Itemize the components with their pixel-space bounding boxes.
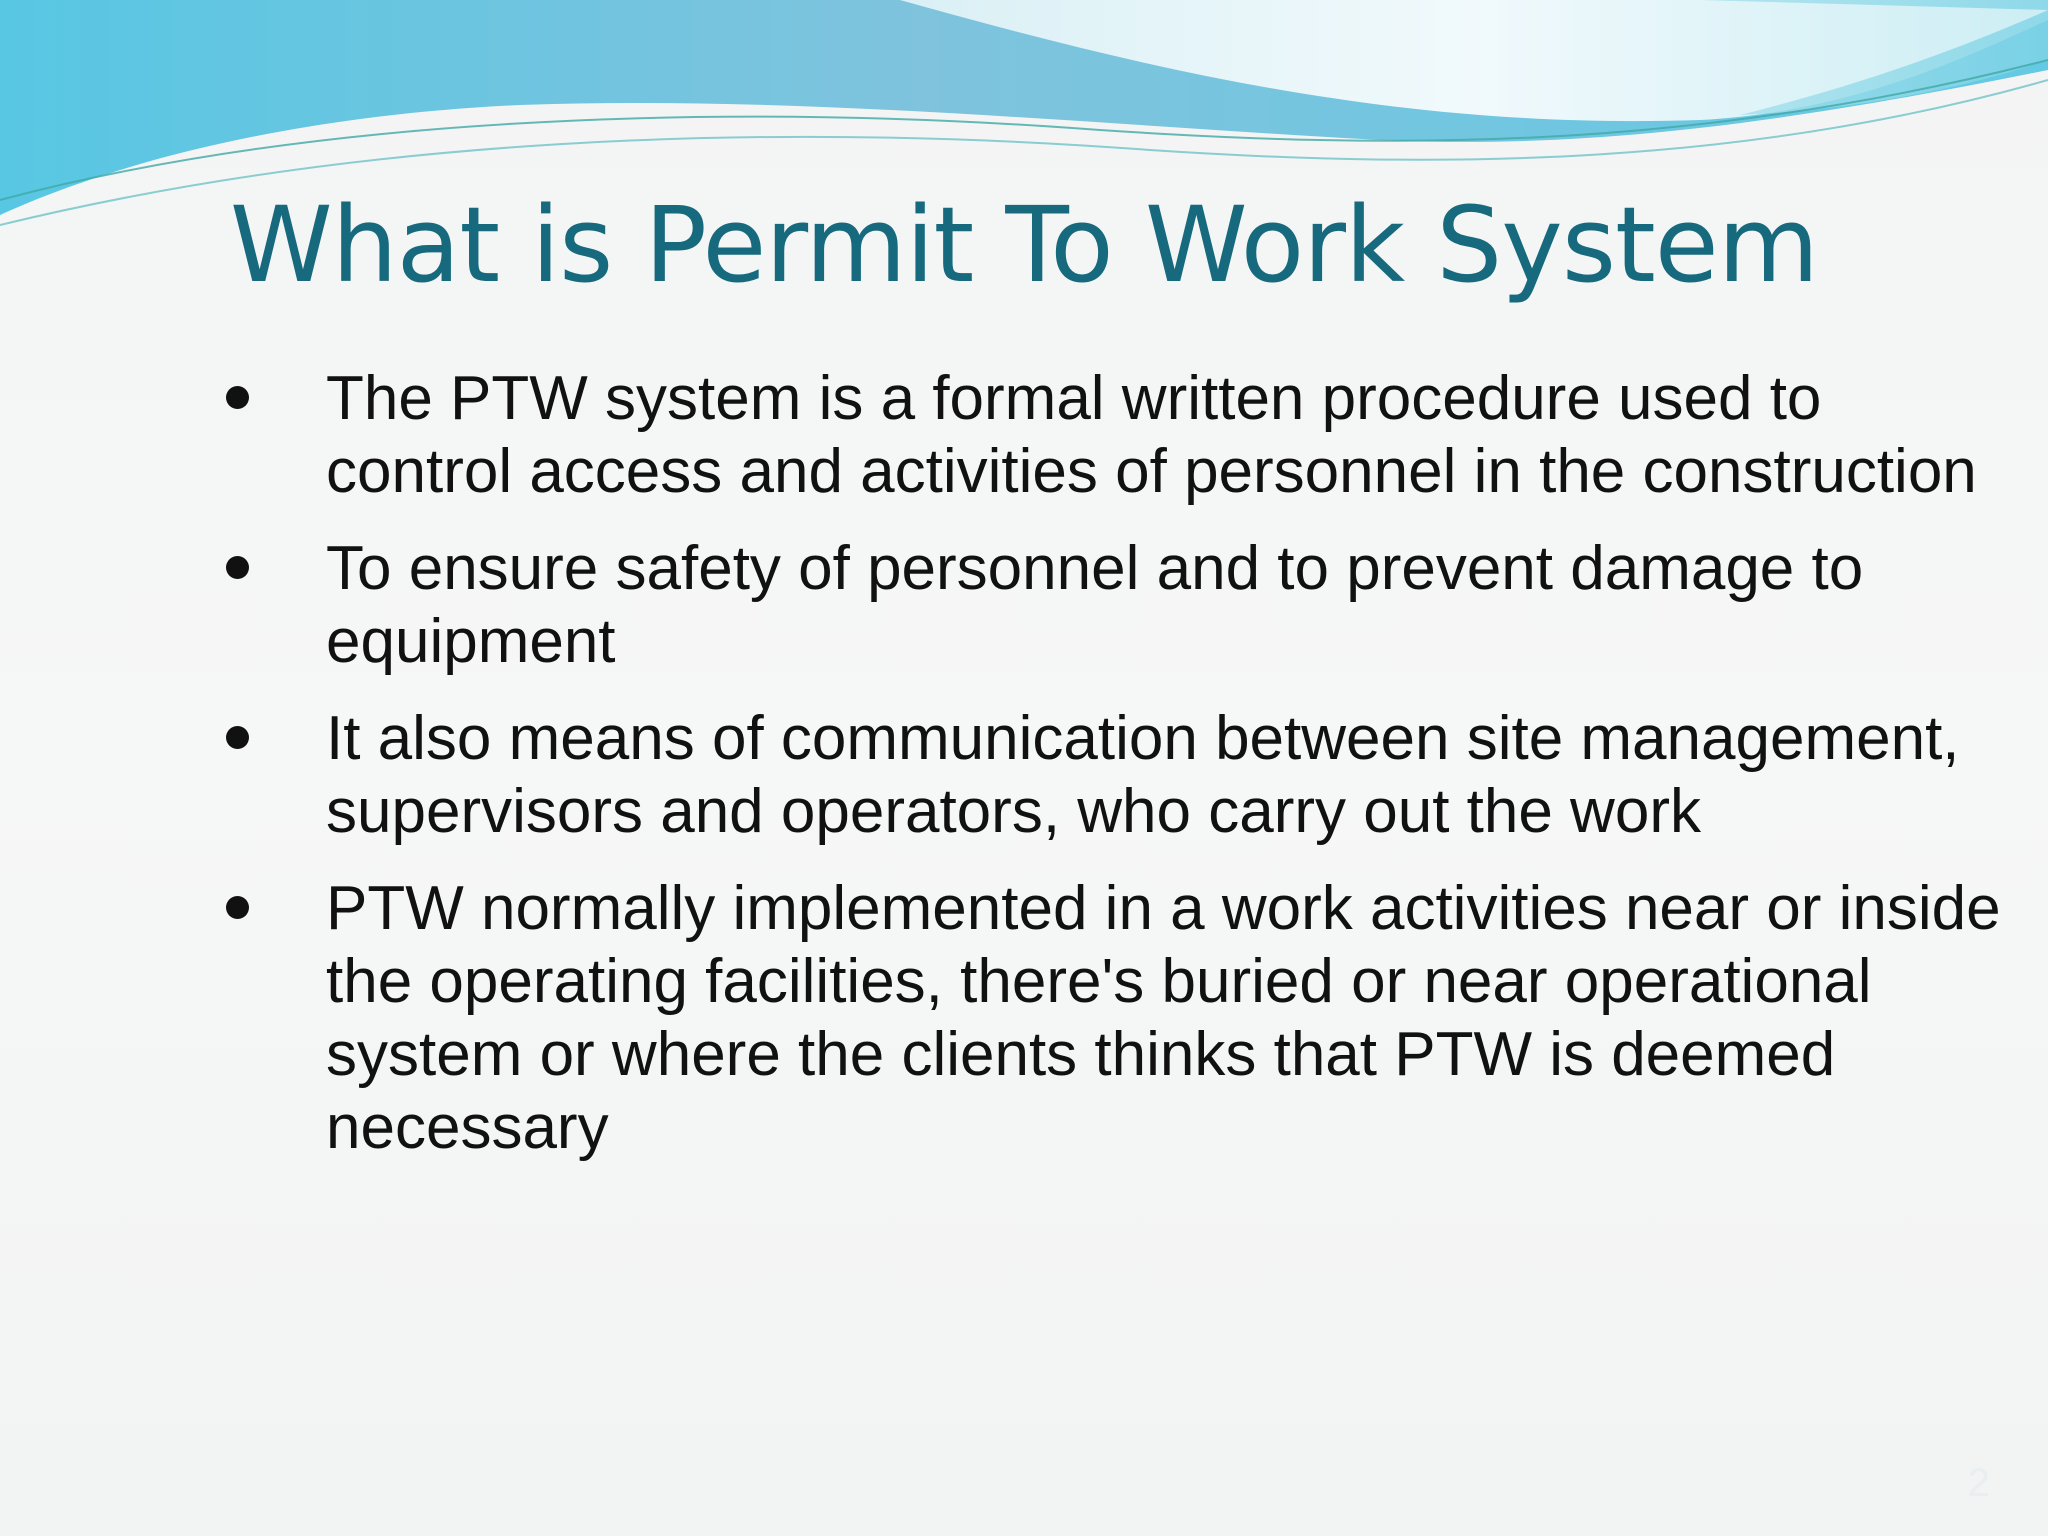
page-number: 2: [1967, 1461, 1990, 1505]
slide-title: What is Permit To Work System: [229, 184, 1819, 306]
list-item: [222, 702, 2022, 848]
bullet-text: PTW normally implemented in a work activities near or inside the operating facilities, there's buried or near operational system or where the clients thinks that PTW is deemed necessary: [326, 874, 2001, 1162]
bullet-icon: [226, 386, 249, 409]
bullet-icon: [226, 556, 249, 579]
bullet-text: It also means of communication between site management, supervisors and operators, who carry out the work: [326, 704, 1960, 846]
list-item: [222, 362, 2022, 508]
bullet-list: [222, 362, 2022, 1188]
bullet-icon: [226, 896, 249, 919]
bullet-text: To ensure safety of personnel and to prevent damage to equipment: [326, 534, 1864, 676]
list-item: [222, 872, 2022, 1164]
bullet-text: The PTW system is a formal written procedure used to control access and activities of personnel in the construction: [326, 364, 1977, 506]
list-item: [222, 532, 2022, 678]
bullet-icon: [226, 726, 249, 749]
